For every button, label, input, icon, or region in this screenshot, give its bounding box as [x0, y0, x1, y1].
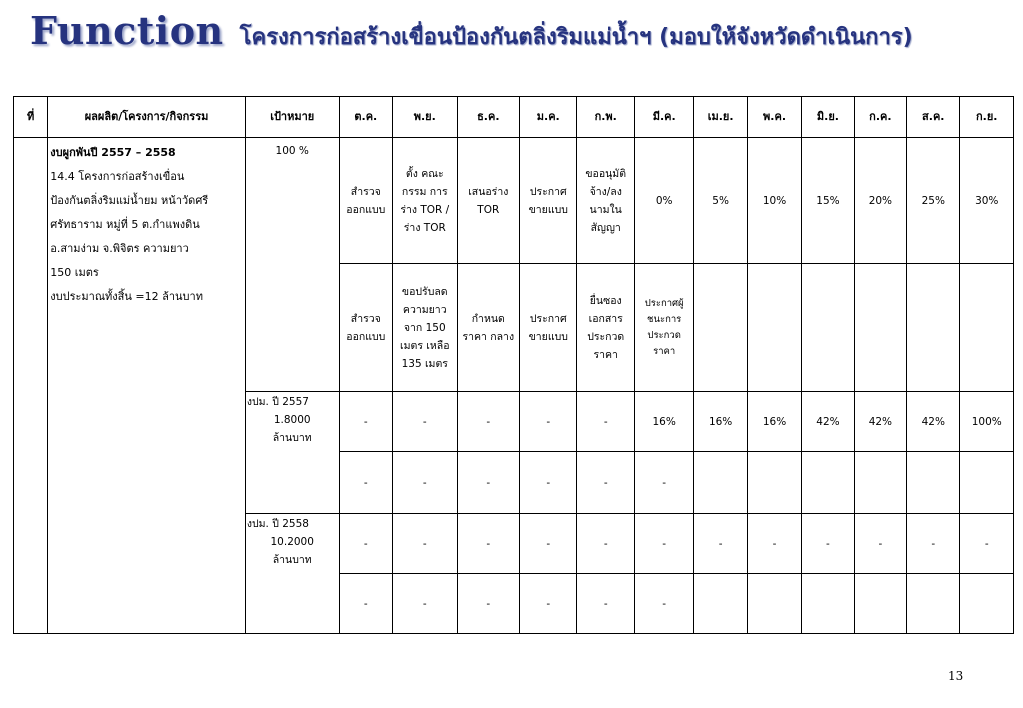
plan-cell: สำรวจ ออกแบบ	[339, 138, 392, 264]
actual-cell: ประกาศผู้ ชนะการ ประกวด ราคา	[634, 264, 693, 392]
plan-cell: -	[339, 392, 392, 452]
actual-cell: -	[520, 452, 577, 514]
actual-cell	[854, 452, 906, 514]
plan-cell: -	[457, 514, 520, 574]
plan-cell: -	[520, 514, 577, 574]
actual-cell	[802, 574, 854, 634]
header-cell: พ.ค.	[747, 97, 801, 138]
project-line: 14.4 โครงการก่อสร้างเขื่อน	[50, 170, 185, 183]
plan-cell: 0%	[634, 138, 693, 264]
plan-cell: -	[854, 514, 906, 574]
target-percent: 100 %	[245, 138, 339, 392]
budget-2557-label	[245, 392, 339, 514]
actual-cell	[854, 264, 906, 392]
project-line: 150 เมตร	[50, 266, 99, 279]
header-cell: ต.ค.	[339, 97, 392, 138]
actual-cell	[960, 264, 1014, 392]
header-cell: ม.ค.	[520, 97, 577, 138]
plan-cell: -	[577, 514, 634, 574]
plan-cell: 16%	[694, 392, 747, 452]
plan-cell: 42%	[854, 392, 906, 452]
actual-cell: -	[634, 574, 693, 634]
plan-cell: -	[747, 514, 801, 574]
actual-cell	[747, 574, 801, 634]
actual-cell: -	[577, 574, 634, 634]
header-cell: เป้าหมาย	[245, 97, 339, 138]
budget-unit: ล้านบาท	[272, 432, 312, 444]
budget-label-line: งปม. ปี 2558	[246, 518, 309, 530]
plan-cell: ขออนุมัติ จ้าง/ลง นามใน สัญญา	[577, 138, 634, 264]
plan-cell: 16%	[634, 392, 693, 452]
header-cell: มิ.ย.	[802, 97, 854, 138]
actual-cell	[907, 264, 960, 392]
plan-cell: 42%	[802, 392, 854, 452]
actual-cell: ยื่นซอง เอกสาร ประกวด ราคา	[577, 264, 634, 392]
header-cell: ธ.ค.	[457, 97, 520, 138]
actual-cell: ขอปรับลด ความยาว จาก 150 เมตร เหลือ 135 เมตร	[393, 264, 458, 392]
actual-cell	[960, 574, 1014, 634]
actual-cell	[694, 574, 747, 634]
schedule-table	[13, 96, 1014, 634]
table-row	[14, 138, 1014, 264]
title-main: Function	[30, 8, 224, 53]
plan-cell: 5%	[694, 138, 747, 264]
plan-cell: 25%	[907, 138, 960, 264]
actual-cell	[907, 452, 960, 514]
project-description	[48, 138, 246, 634]
actual-cell: -	[520, 574, 577, 634]
plan-cell: 30%	[960, 138, 1014, 264]
plan-cell: -	[339, 514, 392, 574]
plan-cell: 15%	[802, 138, 854, 264]
actual-cell	[747, 264, 801, 392]
actual-cell	[960, 452, 1014, 514]
actual-cell	[854, 574, 906, 634]
actual-cell: กำหนด ราคา กลาง	[457, 264, 520, 392]
header-cell: ก.ย.	[960, 97, 1014, 138]
plan-cell: -	[907, 514, 960, 574]
project-heading: งบผูกพันปี 2557 – 2558	[50, 146, 176, 159]
plan-cell: -	[393, 514, 458, 574]
actual-cell	[694, 452, 747, 514]
actual-cell: -	[393, 452, 458, 514]
actual-cell: สำรวจ ออกแบบ	[339, 264, 392, 392]
header-cell: เม.ย.	[694, 97, 747, 138]
plan-cell: 10%	[747, 138, 801, 264]
budget-amount: 1.8000	[273, 414, 311, 426]
plan-cell: -	[393, 392, 458, 452]
plan-cell: ตั้ง คณะกรรม การร่าง TOR /ร่าง TOR	[393, 138, 458, 264]
actual-cell	[694, 264, 747, 392]
plan-cell: -	[577, 392, 634, 452]
header-cell: ส.ค.	[907, 97, 960, 138]
page-number: 13	[948, 669, 964, 683]
budget-amount: 10.2000	[270, 536, 314, 548]
actual-cell	[747, 452, 801, 514]
actual-cell: -	[339, 452, 392, 514]
actual-cell	[802, 452, 854, 514]
actual-cell: -	[393, 574, 458, 634]
slide-title	[30, 8, 1010, 72]
actual-cell: -	[339, 574, 392, 634]
actual-cell: -	[457, 452, 520, 514]
plan-cell: 42%	[907, 392, 960, 452]
actual-cell: -	[457, 574, 520, 634]
header-row	[14, 97, 1014, 138]
plan-cell: -	[634, 514, 693, 574]
project-line: อ.สามง่าม จ.พิจิตร ความยาว	[50, 242, 189, 255]
actual-cell: -	[634, 452, 693, 514]
plan-cell: 100%	[960, 392, 1014, 452]
title-subtitle: โครงการก่อสร้างเขื่อนป้องกันตลิ่งริมแม่น้ำฯ (มอบให้จังหวัดดำเนินการ)	[239, 25, 913, 50]
actual-cell: ประกาศ ขายแบบ	[520, 264, 577, 392]
header-cell: ก.พ.	[577, 97, 634, 138]
plan-cell: ประกาศ ขายแบบ	[520, 138, 577, 264]
plan-cell: -	[520, 392, 577, 452]
header-cell: มี.ค.	[634, 97, 693, 138]
header-cell: ที่	[14, 97, 48, 138]
plan-cell: -	[457, 392, 520, 452]
project-line: ป้องกันตลิ่งริมแม่น้ำยม หน้าวัดศรี	[50, 194, 209, 207]
plan-cell: -	[694, 514, 747, 574]
plan-cell: -	[802, 514, 854, 574]
project-line: ศรัทธาราม หมู่ที่ 5 ต.กำแพงดิน	[50, 218, 200, 231]
actual-cell	[907, 574, 960, 634]
actual-cell: -	[577, 452, 634, 514]
plan-cell: 16%	[747, 392, 801, 452]
header-cell: ก.ค.	[854, 97, 906, 138]
plan-cell: เสนอร่าง TOR	[457, 138, 520, 264]
project-line: งบประมาณทั้งสิ้น =12 ล้านบาท	[50, 290, 203, 303]
plan-cell: 20%	[854, 138, 906, 264]
budget-2558-label	[245, 514, 339, 634]
row-number-cell	[14, 138, 48, 634]
header-cell: ผลผลิต/โครงการ/กิจกรรม	[48, 97, 246, 138]
plan-cell: -	[960, 514, 1014, 574]
header-cell: พ.ย.	[393, 97, 458, 138]
budget-label-line: งปม. ปี 2557	[246, 396, 309, 408]
actual-cell	[802, 264, 854, 392]
budget-unit: ล้านบาท	[272, 554, 312, 566]
